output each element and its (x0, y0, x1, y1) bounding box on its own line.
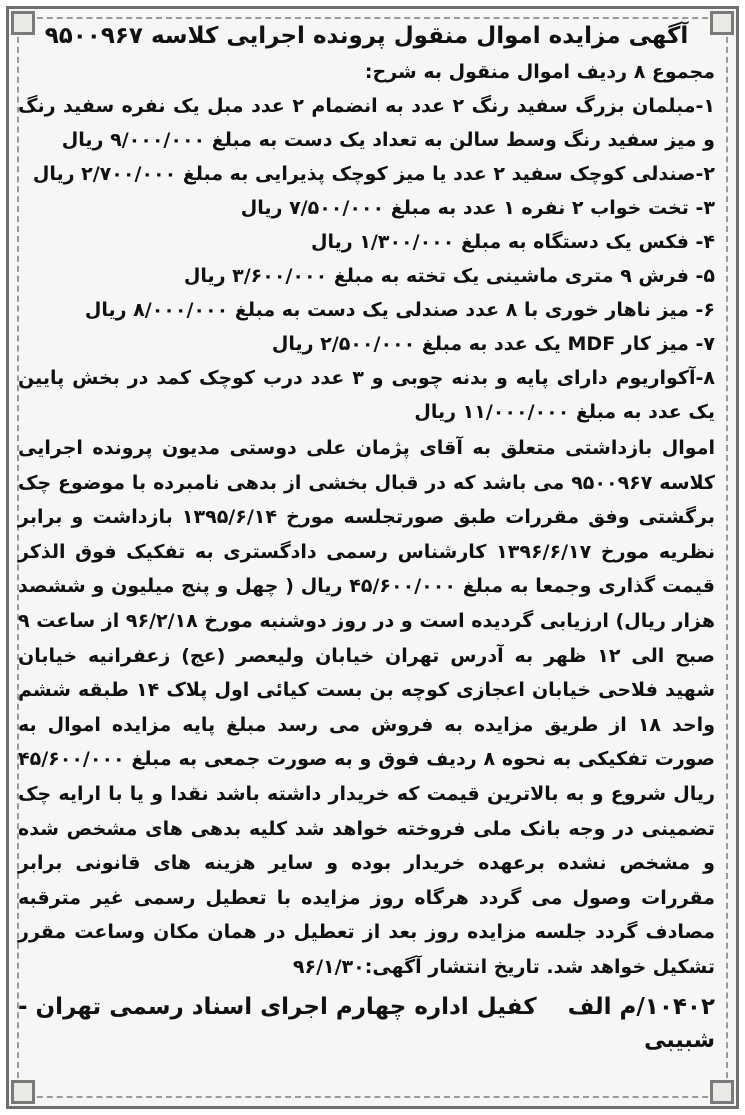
signature-line (18, 989, 715, 1025)
asset-item: ۵- فرش ۹ متری ماشینی یک تخته به مبلغ ۳/۶۰۰/۰۰۰ ریال (183, 265, 715, 287)
asset-item: ۲-صندلی کوچک سفید ۲ عدد یا میز کوچک پذیرایی به مبلغ ۲/۷۰۰/۰۰۰ ریال (32, 163, 715, 185)
notice-title: آگهی مزایده اموال منقول پرونده اجرایی کلاسه ۹۵۰۰۹۶۷ (44, 23, 689, 49)
asset-item: ۶- میز ناهار خوری با ۸ عدد صندلی یک دست به مبلغ ۸/۰۰۰/۰۰۰ ریال (84, 299, 715, 321)
asset-item: ۴- فکس یک دستگاه به مبلغ ۱/۳۰۰/۰۰۰ ریال (311, 231, 715, 253)
notice-intro: مجموع ۸ ردیف اموال منقول به شرح: (364, 61, 715, 83)
asset-item: ۷- میز کار MDF یک عدد به مبلغ ۲/۵۰۰/۰۰۰ ریال (271, 333, 715, 355)
notice-body (18, 431, 715, 985)
asset-list (18, 89, 715, 429)
asset-item: ۸-آکواریوم دارای پایه و بدنه چوبی و ۳ عدد درب کوچک کمد در بخش پایین یک عدد به مبلغ ۱۱/۰۰۰/۰۰۰ ریال (18, 367, 715, 423)
publish-date: تاریخ انتشار آگهی:۹۶/۱/۳۰ (292, 955, 540, 978)
notice-code: ۱۰۴۰۲/م الف (567, 993, 715, 1020)
asset-item: ۱-مبلمان بزرگ سفید رنگ ۲ عدد به انضمام ۲ عدد مبل یک نفره سفید رنگ و میز سفید رنگ وسط سالن به تعداد یک دست به مبلغ ۹/۰۰۰/۰۰۰ ریال (18, 95, 715, 151)
notice-content (18, 18, 715, 1085)
asset-item: ۳- تخت خواب ۲ نفره ۱ عدد به مبلغ ۷/۵۰۰/۰۰۰ ریال (240, 197, 715, 219)
notice-body-text: اموال بازداشتی متعلق به آقای پژمان علی دوستی مدیون پرونده اجرایی کلاسه ۹۵۰۰۹۶۷ می باشد که در قبال بخشی از بدهی نامبرده با موضوع چک برگشتی وفق مقررات طبق صورتجلسه مورخ ۱۳۹۵/۶/۱۴ بازداشت و برابر نظریه مورخ ۱۳۹۶/۶/۱۷ کارشناس رسمی دادگستری به تفکیک فوق الذکر قیمت گذاری وجمعا به مبلغ ۴۵/۶۰۰/۰۰۰ ریال ( چهل و پنج میلیون و ششصد هزار ریال) ارزیابی گردیده است و در روز دوشنبه مورخ ۹۶/۲/۱۸ از ساعت ۹ صبح الی ۱۲ ظهر به آدرس تهران خیابان ولیعصر (عج) زعفرانیه خیابان شهید فلاحی خیابان اعجازی کوچه بن بست کیائی اول پلاک ۱۴ طبقه ششم واحد ۱۸ از طریق مزایده به فروش می رسد مبلغ پایه مزایده اموال به صورت تفکیکی به نحوه ۸ ردیف فوق و به صورت جمعی به مبلغ ۴۵/۶۰۰/۰۰۰ ریال شروع و به بالاترین قیمت که خریدار داشته باشد نقدا و یا با ارایه چک تضمینی در وجه بانک ملی فروخته خواهد شد کلیه بدهی های مشخص شده و مشخص نشده برعهده خریدار بوده و سایر هزینه های قانونی برابر مقررات وصول می گردد هرگاه روز مزایده با تعطیل رسمی غیر مترقبه مصادف گردد جلسه مزایده روز بعد از تعطیل در همان مکان وساعت مقرر تشکیل خواهد شد. (18, 437, 716, 978)
issuing-office: کفیل اداره چهارم اجرای اسناد رسمی تهران - (18, 993, 537, 1020)
signer-name: شبیبی (644, 1027, 715, 1053)
